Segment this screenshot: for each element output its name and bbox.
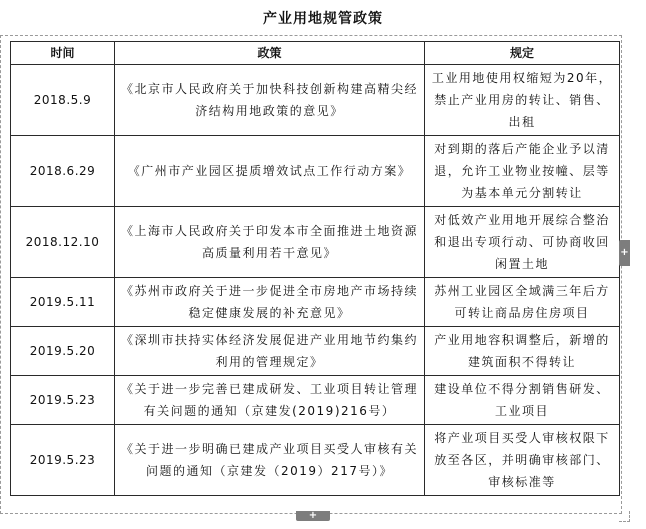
policy-cell: 《广州市产业园区提质增效试点工作行动方案》 bbox=[115, 136, 425, 207]
time-cell: 2019.5.11 bbox=[11, 278, 115, 327]
rule-cell: 建设单位不得分割销售研发、工业项目 bbox=[425, 376, 620, 425]
time-cell: 2019.5.20 bbox=[11, 327, 115, 376]
time-cell: 2018.5.9 bbox=[11, 65, 115, 136]
table-row bbox=[11, 207, 620, 278]
header-policy: 政策 bbox=[115, 42, 425, 65]
table-row bbox=[11, 136, 620, 207]
policy-table bbox=[10, 41, 620, 496]
table-row bbox=[11, 278, 620, 327]
policy-cell: 《苏州市政府关于进一步促进全市房地产市场持续稳定健康发展的补充意见》 bbox=[115, 278, 425, 327]
table-header-row bbox=[11, 42, 620, 65]
table-row bbox=[11, 327, 620, 376]
resize-corner-handle[interactable] bbox=[619, 511, 630, 522]
time-cell: 2019.5.23 bbox=[11, 425, 115, 496]
table-row bbox=[11, 65, 620, 136]
time-cell: 2019.5.23 bbox=[11, 376, 115, 425]
rule-cell: 产业用地容积调整后，新增的建筑面积不得转让 bbox=[425, 327, 620, 376]
time-cell: 2018.6.29 bbox=[11, 136, 115, 207]
add-row-handle[interactable]: + bbox=[296, 511, 330, 521]
table-row bbox=[11, 376, 620, 425]
policy-cell: 《北京市人民政府关于加快科技创新构建高精尖经济结构用地政策的意见》 bbox=[115, 65, 425, 136]
rule-cell: 将产业项目买受人审核权限下放至各区，并明确审核部门、审核标准等 bbox=[425, 425, 620, 496]
header-time: 时间 bbox=[11, 42, 115, 65]
policy-cell: 《深圳市扶持实体经济发展促进产业用地节约集约利用的管理规定》 bbox=[115, 327, 425, 376]
rule-cell: 苏州工业园区全域满三年后方可转让商品房住房项目 bbox=[425, 278, 620, 327]
time-cell: 2018.12.10 bbox=[11, 207, 115, 278]
add-column-handle[interactable]: + bbox=[619, 240, 630, 266]
header-rule: 规定 bbox=[425, 42, 620, 65]
policy-cell: 《关于进一步明确已建成产业项目买受人审核有关问题的通知（京建发（2019）217号）》 bbox=[115, 425, 425, 496]
policy-cell: 《关于进一步完善已建成研发、工业项目转让管理有关问题的通知（京建发(2019)216号） bbox=[115, 376, 425, 425]
page-title: 产业用地规管政策 bbox=[263, 11, 383, 27]
table-row bbox=[11, 425, 620, 496]
rule-cell: 对到期的落后产能企业予以清退，允许工业物业按幢、层等为基本单元分割转让 bbox=[425, 136, 620, 207]
policy-cell: 《上海市人民政府关于印发本市全面推进土地资源高质量利用若干意见》 bbox=[115, 207, 425, 278]
rule-cell: 工业用地使用权缩短为20年，禁止产业用房的转让、销售、出租 bbox=[425, 65, 620, 136]
rule-cell: 对低效产业用地开展综合整治和退出专项行动、可协商收回闲置土地 bbox=[425, 207, 620, 278]
